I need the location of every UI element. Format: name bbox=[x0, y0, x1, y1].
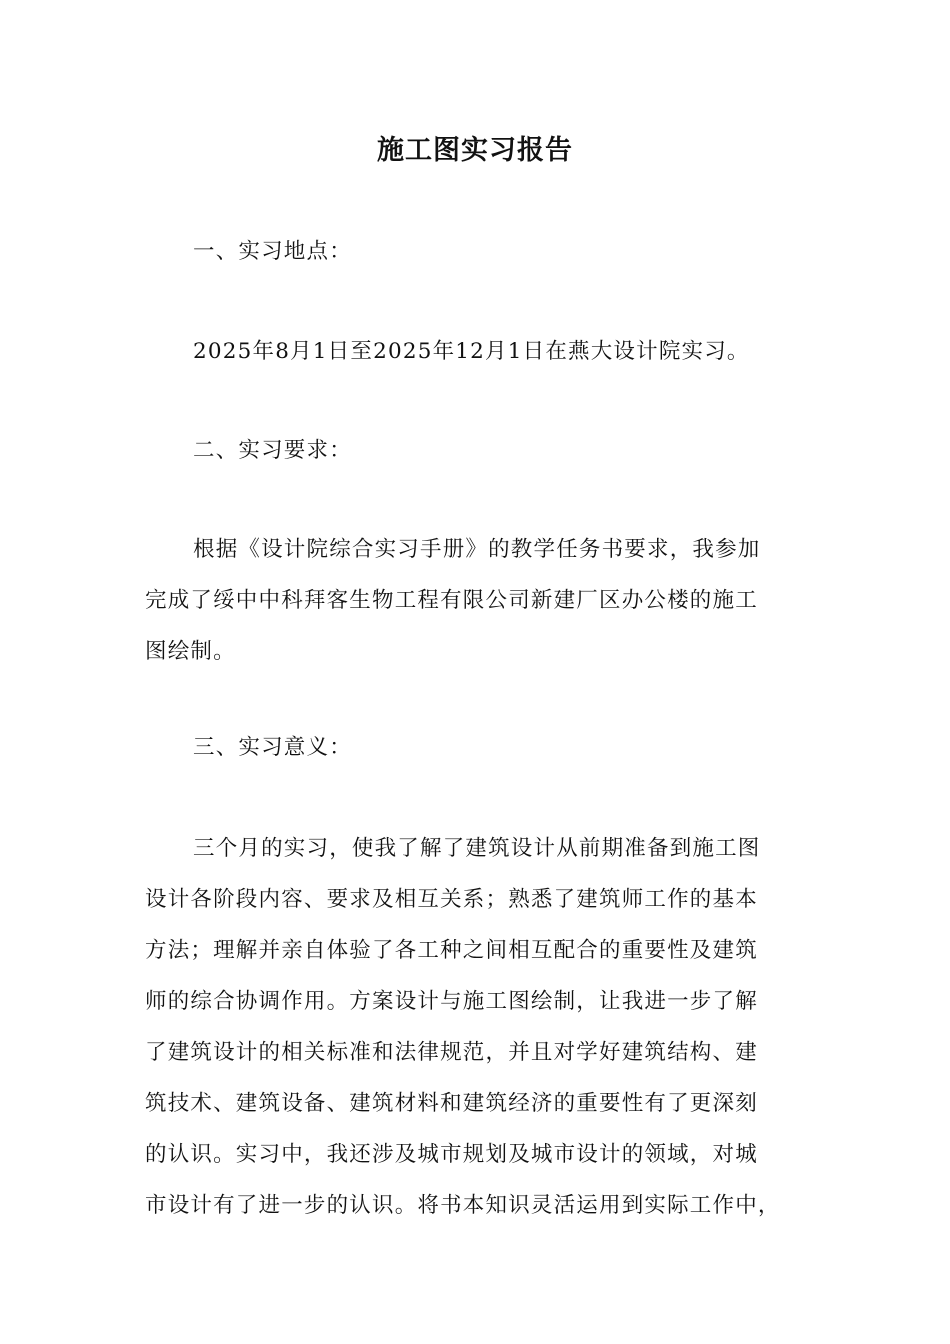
section-heading-requirements bbox=[145, 425, 825, 476]
paragraph-line: 完成了绥中中科拜客生物工程有限公司新建厂区办公楼的施工 bbox=[145, 588, 758, 613]
heading-text: 一、实习地点： bbox=[193, 239, 352, 264]
paragraph-line: 市设计有了进一步的认识。将书本知识灵活运用到实际工作中， bbox=[145, 1193, 781, 1218]
heading-text: 三、实习意义： bbox=[193, 735, 352, 760]
paragraph-line: 三个月的实习，使我了解了建筑设计从前期准备到施工图 bbox=[193, 836, 761, 861]
paragraph-line: 图绘制。 bbox=[145, 639, 236, 664]
paragraph-line: 根据《设计院综合实习手册》的教学任务书要求，我参加 bbox=[193, 537, 761, 562]
paragraph-line: 的认识。实习中，我还涉及城市规划及城市设计的领域，对城 bbox=[145, 1142, 758, 1167]
paragraph-line: 设计各阶段内容、要求及相互关系；熟悉了建筑师工作的基本 bbox=[145, 887, 758, 912]
section-heading-significance bbox=[145, 722, 825, 773]
paragraph-requirements bbox=[145, 524, 825, 677]
paragraph-significance bbox=[145, 823, 825, 1231]
document-title: 施工图实习报告 bbox=[377, 135, 573, 166]
paragraph-line: 师的综合协调作用。方案设计与施工图绘制，让我进一步了解 bbox=[145, 989, 758, 1014]
paragraph-line: 方法；理解并亲自体验了各工种之间相互配合的重要性及建筑 bbox=[145, 938, 758, 963]
heading-text: 二、实习要求： bbox=[193, 438, 352, 463]
paragraph-line: 2025年8月1日至2025年12月1日在燕大设计院实习。 bbox=[193, 339, 750, 364]
section-heading-location bbox=[145, 226, 825, 277]
paragraph-line: 筑技术、建筑设备、建筑材料和建筑经济的重要性有了更深刻 bbox=[145, 1091, 758, 1116]
paragraph-location bbox=[145, 326, 825, 377]
paragraph-line: 了建筑设计的相关标准和法律规范，并且对学好建筑结构、建 bbox=[145, 1040, 758, 1065]
